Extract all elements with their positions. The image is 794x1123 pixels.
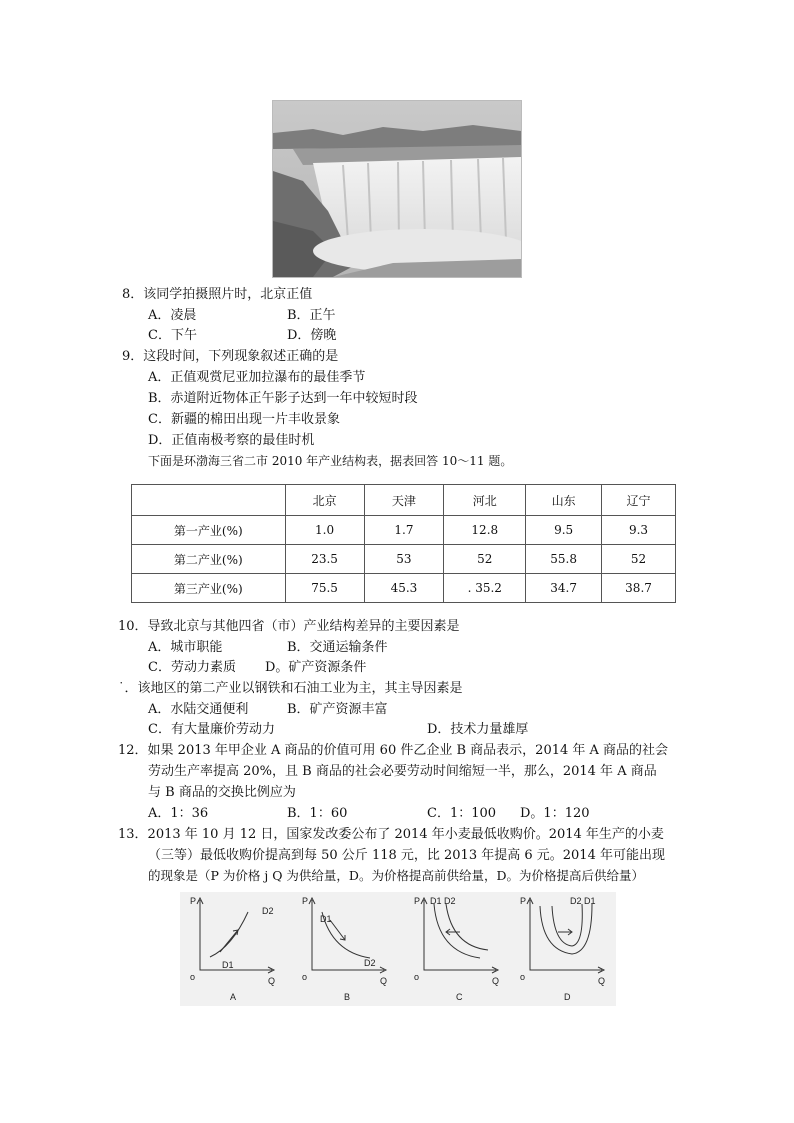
table-header-cell: 山东 xyxy=(526,485,602,516)
graph-a-q-label: Q xyxy=(268,976,276,986)
table-row-label: 第二产业(%) xyxy=(132,545,286,574)
table-header-cell: 天津 xyxy=(364,485,444,516)
table-cell: 53 xyxy=(364,545,444,574)
graph-d-curve-d2 xyxy=(552,904,582,946)
q11-stem: ˙．该地区的第二产业以钢铁和石油工业为主，其主导因素是 xyxy=(118,681,463,696)
table-row-label: 第三产业(%) xyxy=(132,574,286,603)
table-cell: 34.7 xyxy=(526,574,602,603)
table-header-cell: 辽宁 xyxy=(602,485,676,516)
industry-structure-table-wrap xyxy=(121,476,686,609)
graph-a-curve-d1 xyxy=(210,912,248,957)
table-cell: 9.3 xyxy=(602,516,676,545)
q12-option-b: B．1：60 xyxy=(287,806,348,821)
table-cell: 45.3 xyxy=(364,574,444,603)
q8-option-b: B．正午 xyxy=(287,308,336,323)
table-header-cell: 北京 xyxy=(285,485,364,516)
table-cell: 23.5 xyxy=(285,545,364,574)
graph-d-axes xyxy=(530,900,602,970)
graph-a-arrow xyxy=(220,930,238,952)
q12-line-1: 12．如果 2013 年甲企业 A 商品的价值可用 60 件乙企业 B 商品表示，2014 年 A 商品的社会 xyxy=(118,743,669,758)
table-cell: 1.7 xyxy=(364,516,444,545)
table-cell: 52 xyxy=(444,545,526,574)
table-cell: 38.7 xyxy=(602,574,676,603)
graph-a-d2-label: D2 xyxy=(262,906,274,916)
graph-b-p-label: P xyxy=(302,896,309,906)
q9-stem: 9．这段时间，下列现象叙述正确的是 xyxy=(122,349,339,364)
table-cell: 9.5 xyxy=(526,516,602,545)
q9-option-a: A．正值观赏尼亚加拉瀑布的最佳季节 xyxy=(148,370,366,385)
graph-b-q-label: Q xyxy=(380,976,388,986)
table-row-label: 第一产业(%) xyxy=(132,516,286,545)
table-cell: . 35.2 xyxy=(444,574,526,603)
graph-c-p-label: P xyxy=(414,896,421,906)
q12-option-c: C．1：100 xyxy=(427,806,497,821)
q13-line-3: 的现象是（P 为价格 j Q 为供给量，D。为价格提高前供给量，D。为价格提高后供给量） xyxy=(148,868,644,883)
table-row xyxy=(132,574,676,603)
table-cell: 52 xyxy=(602,545,676,574)
table-row xyxy=(132,516,676,545)
q13-line-1: 13．2013 年 10 月 12 日，国家发改委公布了 2014 年小麦最低收购价。2014 年生产的小麦 xyxy=(118,827,664,842)
q12-option-d: D。1：120 xyxy=(520,806,590,821)
q8-stem: 8．该同学拍摄照片时，北京正值 xyxy=(122,287,313,302)
table-cell: 75.5 xyxy=(285,574,364,603)
q11-option-b: B．矿产资源丰富 xyxy=(287,702,388,717)
graph-c-d1-label: D1 xyxy=(430,896,442,906)
graph-d-d1-label: D1 xyxy=(584,896,596,906)
supply-graphs-figure xyxy=(180,892,616,1006)
q12-line-2: 劳动生产率提高 20%，且 B 商品的社会必要劳动时间缩短一半，那么，2014 年 A 商品 xyxy=(148,764,657,779)
q12-option-a: A．1：36 xyxy=(148,806,209,821)
graph-b-arrow xyxy=(330,920,345,940)
q8-option-c: C．下午 xyxy=(148,328,197,343)
q11-option-a: A．水陆交通便利 xyxy=(148,702,249,717)
table-cell: 12.8 xyxy=(444,516,526,545)
q13-line-2: （三等）最低收购价提高到每 50 公斤 118 元，比 2013 年提高 6 元。2014 年可能出现 xyxy=(148,848,665,863)
graph-c-d2-label: D2 xyxy=(444,896,456,906)
q12-line-3: 与 B 商品的交换比例应为 xyxy=(148,785,296,800)
table-cell: 1.0 xyxy=(285,516,364,545)
graph-a-p-label: P xyxy=(190,896,197,906)
graph-d-q-label: Q xyxy=(598,976,606,986)
supply-graphs-svg xyxy=(180,892,616,1006)
graph-c-curve-d2 xyxy=(446,904,488,950)
q10-option-a: A．城市职能 xyxy=(148,640,223,655)
graph-c-label: C xyxy=(456,992,463,1002)
graph-c-curve-d1 xyxy=(434,904,480,958)
table-row xyxy=(132,545,676,574)
graph-b-d1-label: D1 xyxy=(320,914,332,924)
q8-option-d: D．傍晚 xyxy=(287,328,337,343)
q10-option-b: B．交通运输条件 xyxy=(287,640,388,655)
graph-a-d1-label: D1 xyxy=(222,960,234,970)
graph-b-d2-label: D2 xyxy=(364,958,376,968)
q9-option-c: C．新疆的棉田出现一片丰收景象 xyxy=(148,412,340,427)
graph-c-q-label: Q xyxy=(492,976,500,986)
table-header-cell xyxy=(132,485,286,516)
table-header-cell: 河北 xyxy=(444,485,526,516)
table-cell: 55.8 xyxy=(526,545,602,574)
q9-option-d: D．正值南极考察的最佳时机 xyxy=(148,433,315,448)
q11-option-c: C．有大量廉价劳动力 xyxy=(148,722,275,737)
graph-c-origin-label: o xyxy=(414,972,420,982)
q10-option-d: D。矿产资源条件 xyxy=(265,660,367,675)
waterfall-photo xyxy=(272,100,522,278)
waterfall-image xyxy=(273,101,521,277)
table-header-row xyxy=(132,485,676,516)
graph-d-label: D xyxy=(564,992,571,1002)
q9-option-b: B．赤道附近物体正午影子达到一年中较短时段 xyxy=(148,391,418,406)
graph-d-curve-d1 xyxy=(540,904,592,954)
q8-option-a: A．凌晨 xyxy=(148,308,197,323)
graph-a-label: A xyxy=(230,992,237,1002)
q10-option-c: C．劳动力素质 xyxy=(148,660,236,675)
industry-structure-table xyxy=(131,484,676,603)
q11-option-d: D．技术力量雄厚 xyxy=(427,722,529,737)
graph-d-d2-label: D2 xyxy=(570,896,582,906)
table-intro: 下面是环渤海三省二市 2010 年产业结构表，据表回答 10～11 题。 xyxy=(148,454,513,468)
graph-d-origin-label: o xyxy=(520,972,526,982)
graph-a-origin-label: o xyxy=(190,972,196,982)
graph-d-p-label: P xyxy=(520,896,527,906)
graph-b-origin-label: o xyxy=(302,972,308,982)
q10-stem: 10．导致北京与其他四省（市）产业结构差异的主要因素是 xyxy=(118,619,460,634)
graph-b-label: B xyxy=(344,992,351,1002)
